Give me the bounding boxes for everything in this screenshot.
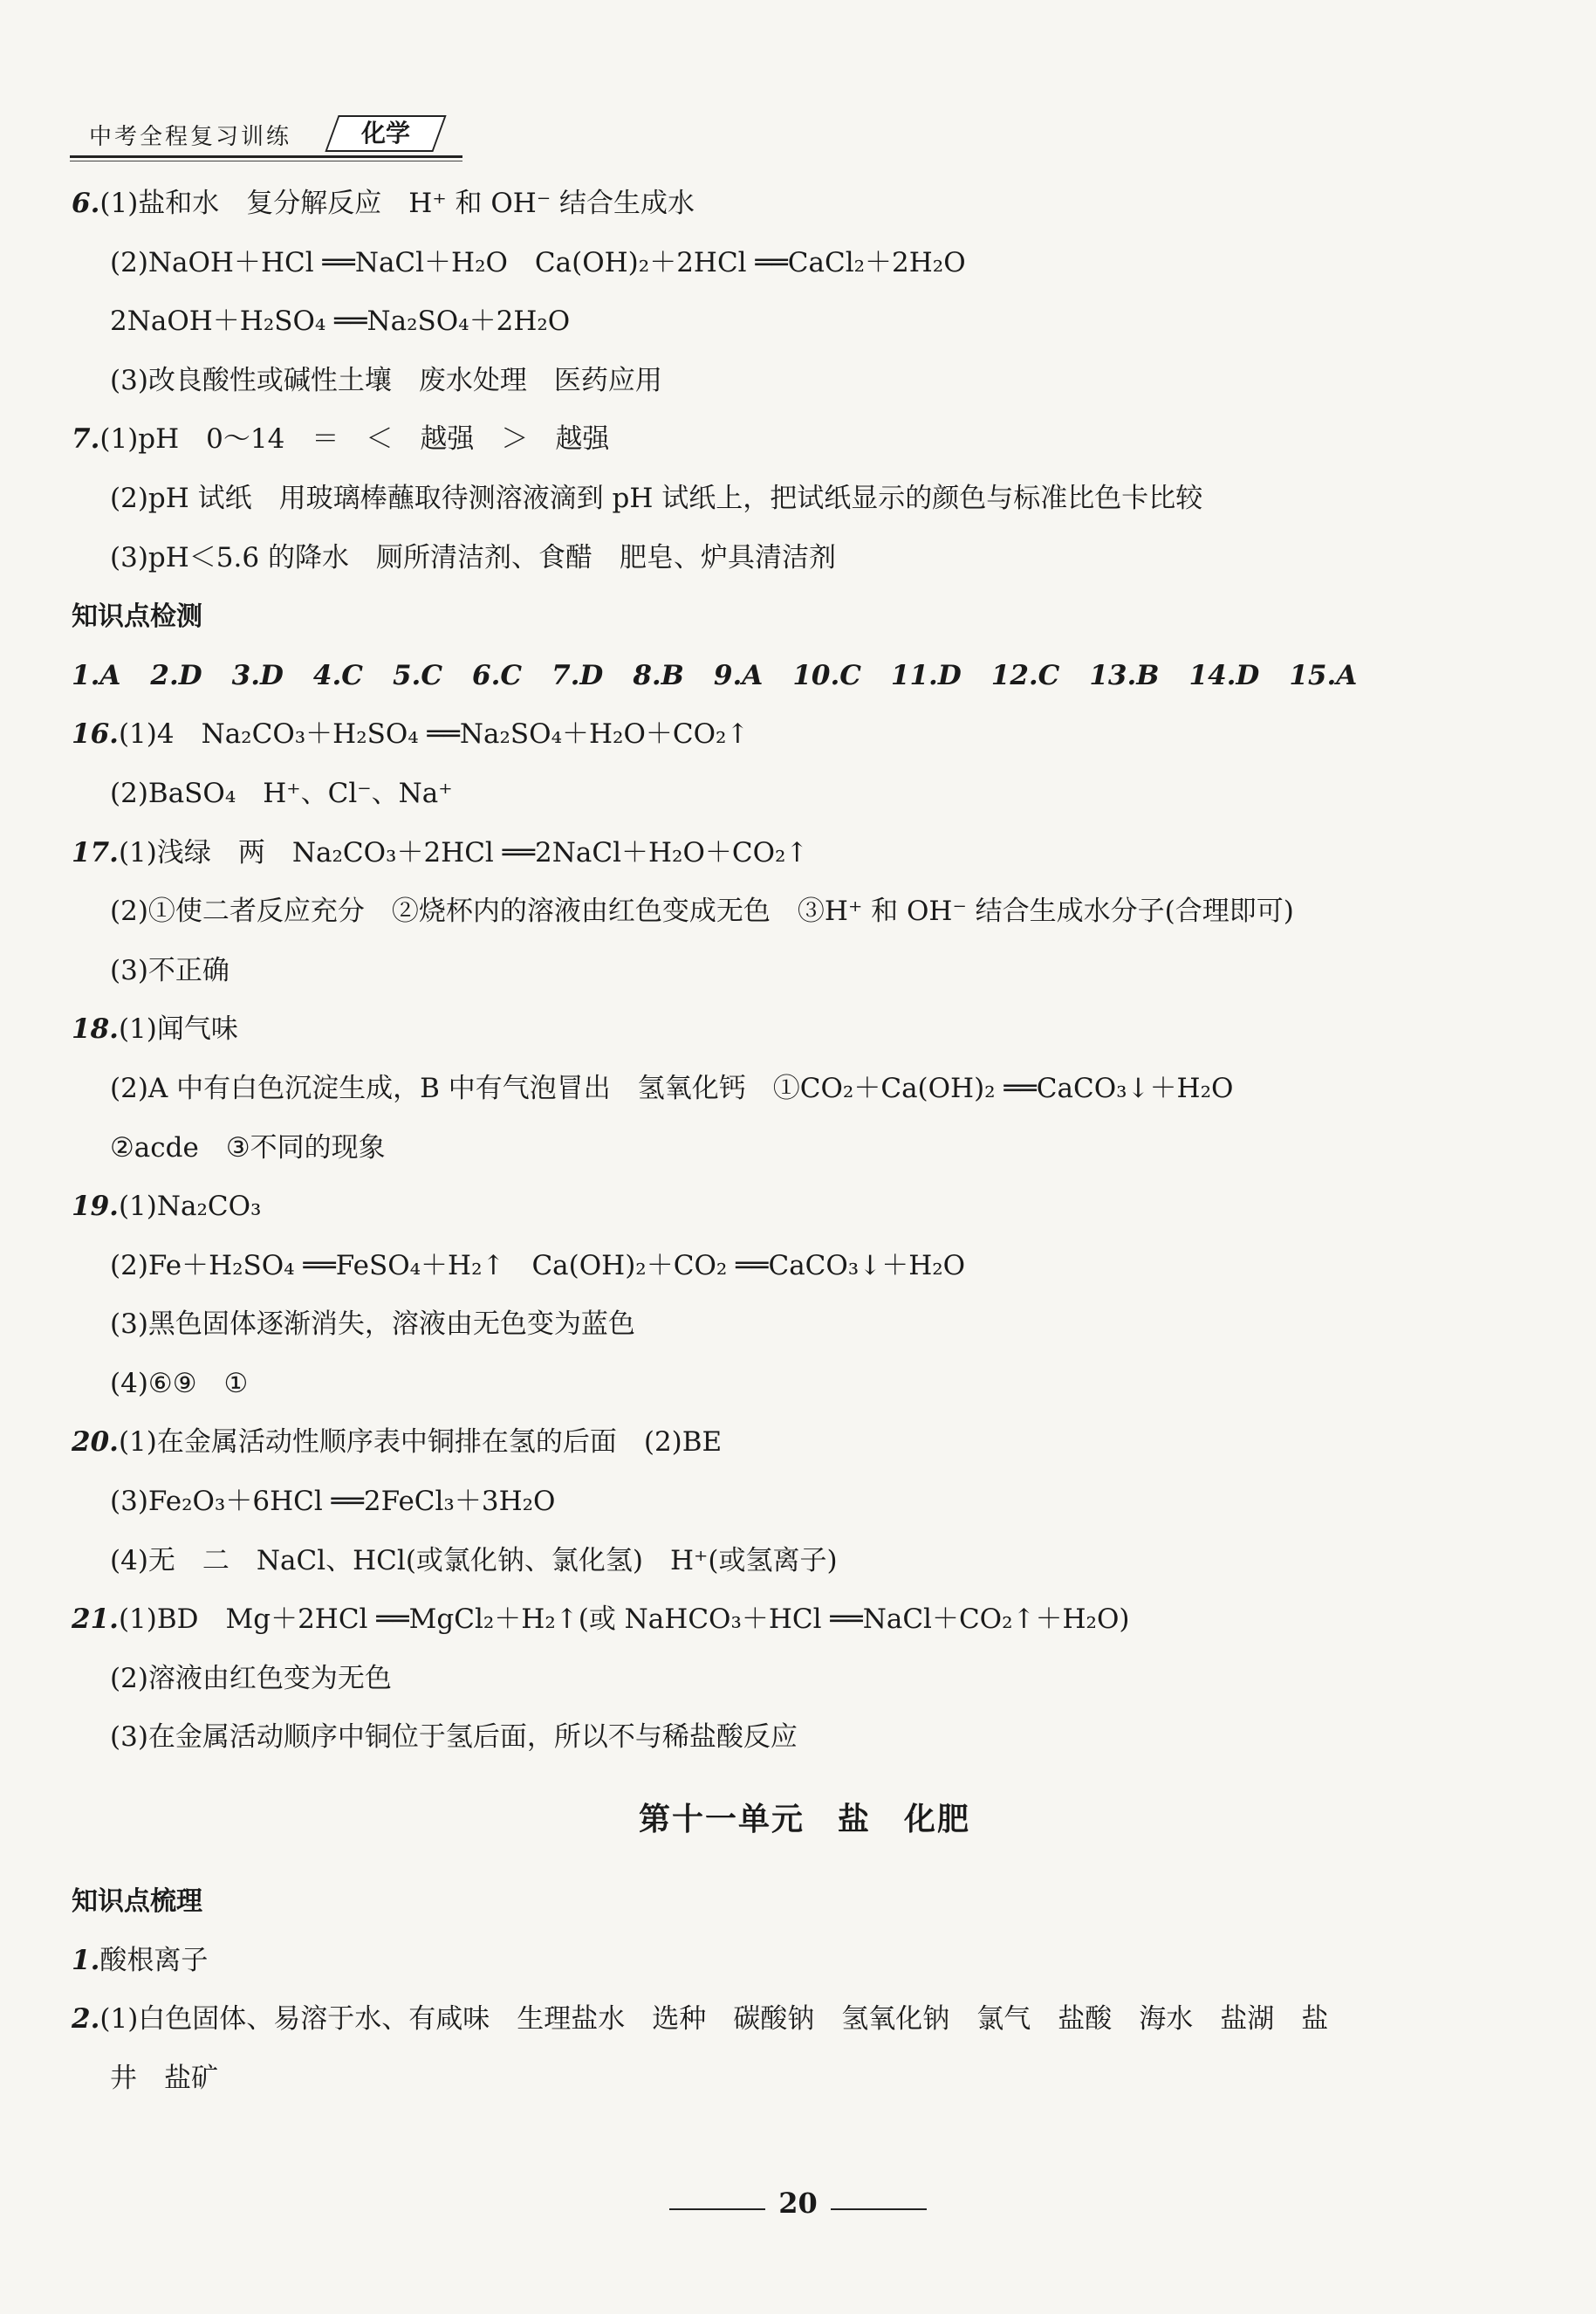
question-number: 21. bbox=[72, 1603, 119, 1636]
answer-key-item: 15.A bbox=[1289, 659, 1358, 691]
answer-line: (3)改良酸性或碱性土壤 废水处理 医药应用 bbox=[110, 364, 662, 396]
answer-key-item: 2.D bbox=[150, 659, 202, 691]
footer-ornament-right bbox=[831, 2208, 927, 2210]
question-number: 2. bbox=[72, 2003, 100, 2036]
question-answer bbox=[72, 1178, 1538, 1237]
question-number: 16. bbox=[72, 718, 119, 751]
answer-text: (1)盐和水 复分解反应 H⁺ 和 OH⁻ 结合生成水 bbox=[99, 188, 695, 219]
answer-key-item: 1.A bbox=[72, 659, 121, 691]
question-answer bbox=[72, 1590, 1538, 1650]
answer-line: (4)⑥⑨ ① bbox=[110, 1367, 249, 1399]
question-answer bbox=[72, 705, 1538, 765]
answer-text: (1)pH 0～14 ＝ ＜ 越强 ＞ 越强 bbox=[99, 423, 610, 456]
page-number: 20 bbox=[778, 2187, 818, 2220]
question-number: 19. bbox=[72, 1191, 119, 1223]
answer-content bbox=[72, 175, 1538, 2108]
question-answer bbox=[72, 175, 1538, 234]
question-answer bbox=[72, 1413, 1538, 1473]
question-number: 18. bbox=[72, 1013, 119, 1046]
answer-key-item: 9.A bbox=[713, 659, 764, 691]
answer-line: (3)黑色固体逐渐消失，溶液由无色变为蓝色 bbox=[110, 1308, 635, 1341]
answer-line: (3)Fe₂O₃＋6HCl ══2FeCl₃＋3H₂O bbox=[110, 1486, 556, 1518]
answer-line: (2)A 中有白色沉淀生成，B 中有气泡冒出 氢氧化钙 ①CO₂＋Ca(OH)₂ ══CaCO₃↓＋H₂O bbox=[110, 1072, 1234, 1104]
question-answer bbox=[72, 1932, 1538, 1991]
question-number: 1. bbox=[72, 1944, 100, 1976]
answer-text: (1)白色固体、易溶于水、有咸味 生理盐水 选种 碳酸钠 氢氧化钠 氯气 盐酸 海水 盐湖 盐 bbox=[99, 2003, 1329, 2036]
question-answer bbox=[72, 1990, 1538, 2050]
answer-line: (2)pH 试纸 用玻璃棒蘸取待测溶液滴到 pH 试纸上，把试纸显示的颜色与标准比色卡比较 bbox=[110, 482, 1203, 514]
answer-line: (2)溶液由红色变为无色 bbox=[110, 1662, 392, 1694]
answer-key-item: 5.C bbox=[392, 659, 443, 691]
answer-line: (3)pH＜5.6 的降水 厕所清洁剂、食醋 肥皂、炉具清洁剂 bbox=[110, 541, 836, 573]
question-answer bbox=[72, 410, 1538, 470]
answer-line: (2)NaOH＋HCl ══NaCl＋H₂O Ca(OH)₂＋2HCl ══CaCl₂＋2H₂O bbox=[110, 246, 966, 278]
answer-key-row bbox=[72, 647, 1538, 706]
answer-key-item: 3.D bbox=[231, 659, 284, 691]
question-number: 6. bbox=[72, 188, 100, 219]
answer-text: (1)Na₂CO₃ bbox=[118, 1191, 262, 1223]
subject-label: 化学 bbox=[360, 119, 410, 148]
answer-key-item: 7.D bbox=[551, 659, 604, 691]
answer-line: 2NaOH＋H₂SO₄ ══Na₂SO₄＋2H₂O bbox=[110, 306, 571, 338]
answer-text: 酸根离子 bbox=[99, 1944, 209, 1976]
question-number: 20. bbox=[72, 1426, 119, 1459]
answer-key-item: 4.C bbox=[312, 659, 363, 691]
header-rule bbox=[70, 155, 462, 158]
answer-line: (3)不正确 bbox=[110, 954, 229, 986]
question-number: 7. bbox=[72, 423, 100, 456]
answer-line: (3)在金属活动顺序中铜位于氢后面，所以不与稀盐酸反应 bbox=[110, 1721, 798, 1754]
answer-text: (1)BD Mg＋2HCl ══MgCl₂＋H₂↑(或 NaHCO₃＋HCl ══NaCl＋CO₂↑＋H₂O) bbox=[118, 1603, 1130, 1636]
answer-line: ②acde ③不同的现象 bbox=[110, 1131, 386, 1164]
answer-key-item: 8.B bbox=[633, 659, 684, 691]
answer-key-item: 14.D bbox=[1188, 659, 1260, 691]
answer-line: (4)无 二 NaCl、HCl(或氯化钠、氯化氢) H⁺(或氢离子) bbox=[110, 1544, 838, 1576]
section-heading: 知识点梳理 bbox=[72, 1886, 202, 1918]
question-number: 17. bbox=[72, 836, 119, 869]
answer-text: (1)闻气味 bbox=[118, 1013, 238, 1046]
answer-text: (1)浅绿 两 Na₂CO₃＋2HCl ══2NaCl＋H₂O＋CO₂↑ bbox=[118, 836, 809, 869]
page-header bbox=[70, 113, 462, 157]
answer-key-item: 13.B bbox=[1089, 659, 1160, 691]
footer-ornament-left bbox=[669, 2208, 765, 2210]
question-answer bbox=[72, 824, 1538, 883]
answer-key-item: 11.D bbox=[890, 659, 962, 691]
section-heading: 知识点检测 bbox=[72, 601, 202, 633]
subject-tag bbox=[325, 115, 446, 152]
answer-line: 井 盐矿 bbox=[110, 2062, 218, 2094]
answer-text: (1)在金属活动性顺序表中铜排在氢的后面 (2)BE bbox=[118, 1426, 723, 1459]
answer-key-item: 6.C bbox=[472, 659, 523, 691]
unit-title: 第十一单元 盐 化肥 bbox=[638, 1802, 970, 1838]
answer-line: (2)①使二者反应充分 ②烧杯内的溶液由红色变成无色 ③H⁺ 和 OH⁻ 结合生成水分子(合理即可) bbox=[110, 896, 1294, 928]
answer-key-item: 12.C bbox=[990, 659, 1060, 691]
answer-text: (1)4 Na₂CO₃＋H₂SO₄ ══Na₂SO₄＋H₂O＋CO₂↑ bbox=[118, 718, 750, 751]
question-answer bbox=[72, 1000, 1538, 1060]
answer-line: (2)Fe＋H₂SO₄ ══FeSO₄＋H₂↑ Ca(OH)₂＋CO₂ ══CaCO₃↓＋H₂O bbox=[110, 1249, 966, 1281]
series-title: 中考全程复习训练 bbox=[89, 124, 292, 150]
answer-line: (2)BaSO₄ H⁺、Cl⁻、Na⁺ bbox=[110, 777, 453, 809]
page-footer bbox=[0, 2187, 1596, 2220]
answer-key-item: 10.C bbox=[792, 659, 861, 691]
